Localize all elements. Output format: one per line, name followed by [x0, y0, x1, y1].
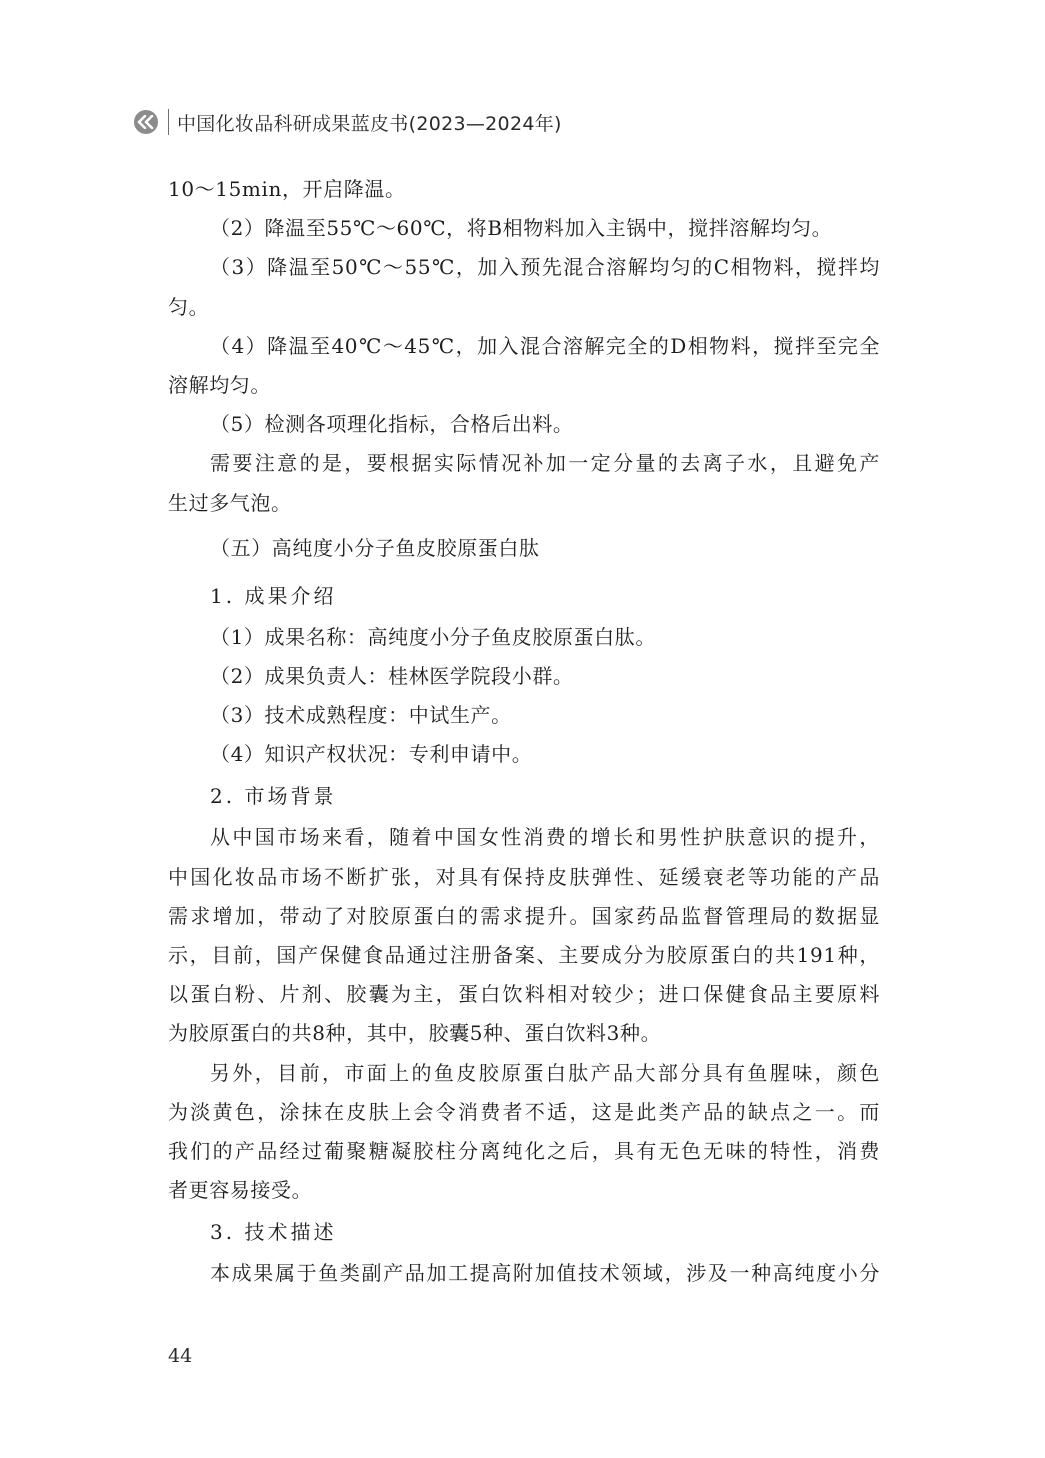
section-heading: （五）高纯度小分子鱼皮胶原蛋白肽: [210, 535, 540, 560]
body-line: （4）知识产权状况：专利申请中。: [210, 742, 533, 767]
body-line: 者更容易接受。: [168, 1178, 313, 1203]
body-line: （3）技术成熟程度：中试生产。: [210, 703, 512, 728]
body-line: 从中国市场来看，随着中国女性消费的增长和男性护肤意识的提升，: [210, 825, 880, 850]
body-text: [168, 170, 880, 1294]
body-line: 为淡黄色，涂抹在皮肤上会令消费者不适，这是此类产品的缺点之一。而: [168, 1099, 880, 1124]
body-line: 需求增加，带动了对胶原蛋白的需求提升。国家药品监督管理局的数据显: [168, 903, 880, 928]
subsection-heading: 3. 技术描述: [210, 1220, 337, 1245]
body-line: 匀。: [168, 294, 210, 319]
body-line: 中国化妆品市场不断扩张，对具有保持皮肤弹性、延缓衰老等功能的产品: [168, 864, 880, 889]
subsection-heading: 1. 成果介绍: [210, 583, 337, 608]
body-line: （5）检测各项理化指标，合格后出料。: [210, 412, 574, 437]
body-line: 示，目前，国产保健食品通过注册备案、主要成分为胶原蛋白的共191种，: [168, 943, 880, 967]
body-line: （3）降温至50℃～55℃，加入预先混合溶解均匀的C相物料，搅拌均: [210, 255, 880, 280]
body-line: 为胶原蛋白的共8种，其中，胶囊5种、蛋白饮料3种。: [168, 1021, 662, 1046]
page-number: 44: [168, 1345, 193, 1367]
body-line: （2）成果负责人：桂林医学院段小群。: [210, 663, 574, 688]
body-line: （1）成果名称：高纯度小分子鱼皮胶原蛋白肽。: [210, 624, 656, 649]
body-line: 10～15min，开启降温。: [168, 177, 406, 201]
header-divider: [168, 109, 169, 135]
body-line: 溶解均匀。: [168, 372, 271, 397]
subsection-heading: 2. 市场背景: [210, 784, 337, 809]
double-chevron-left-glyph: [137, 115, 155, 129]
body-line: （4）降温至40℃～45℃，加入混合溶解完全的D相物料，搅拌至完全: [210, 333, 880, 358]
running-header: [134, 106, 562, 138]
double-chevron-left-icon: [134, 110, 158, 134]
body-line: 我们的产品经过葡聚糖凝胶柱分离纯化之后，具有无色无味的特性，消费: [168, 1138, 880, 1163]
body-line: 生过多气泡。: [168, 490, 292, 515]
body-line: （2）降温至55℃～60℃，将B相物料加入主锅中，搅拌溶解均匀。: [210, 216, 833, 241]
body-line: 本成果属于鱼类副产品加工提高附加值技术领域，涉及一种高纯度小分: [210, 1261, 880, 1286]
body-line: 以蛋白粉、片剂、胶囊为主，蛋白饮料相对较少；进口保健食品主要原料: [168, 982, 880, 1007]
body-line: 需要注意的是，要根据实际情况补加一定分量的去离子水，且避免产: [210, 451, 880, 476]
body-line: 另外，目前，市面上的鱼皮胶原蛋白肽产品大部分具有鱼腥味，颜色: [210, 1060, 880, 1085]
book-title: 中国化妆品科研成果蓝皮书(2023—2024年): [177, 112, 562, 135]
